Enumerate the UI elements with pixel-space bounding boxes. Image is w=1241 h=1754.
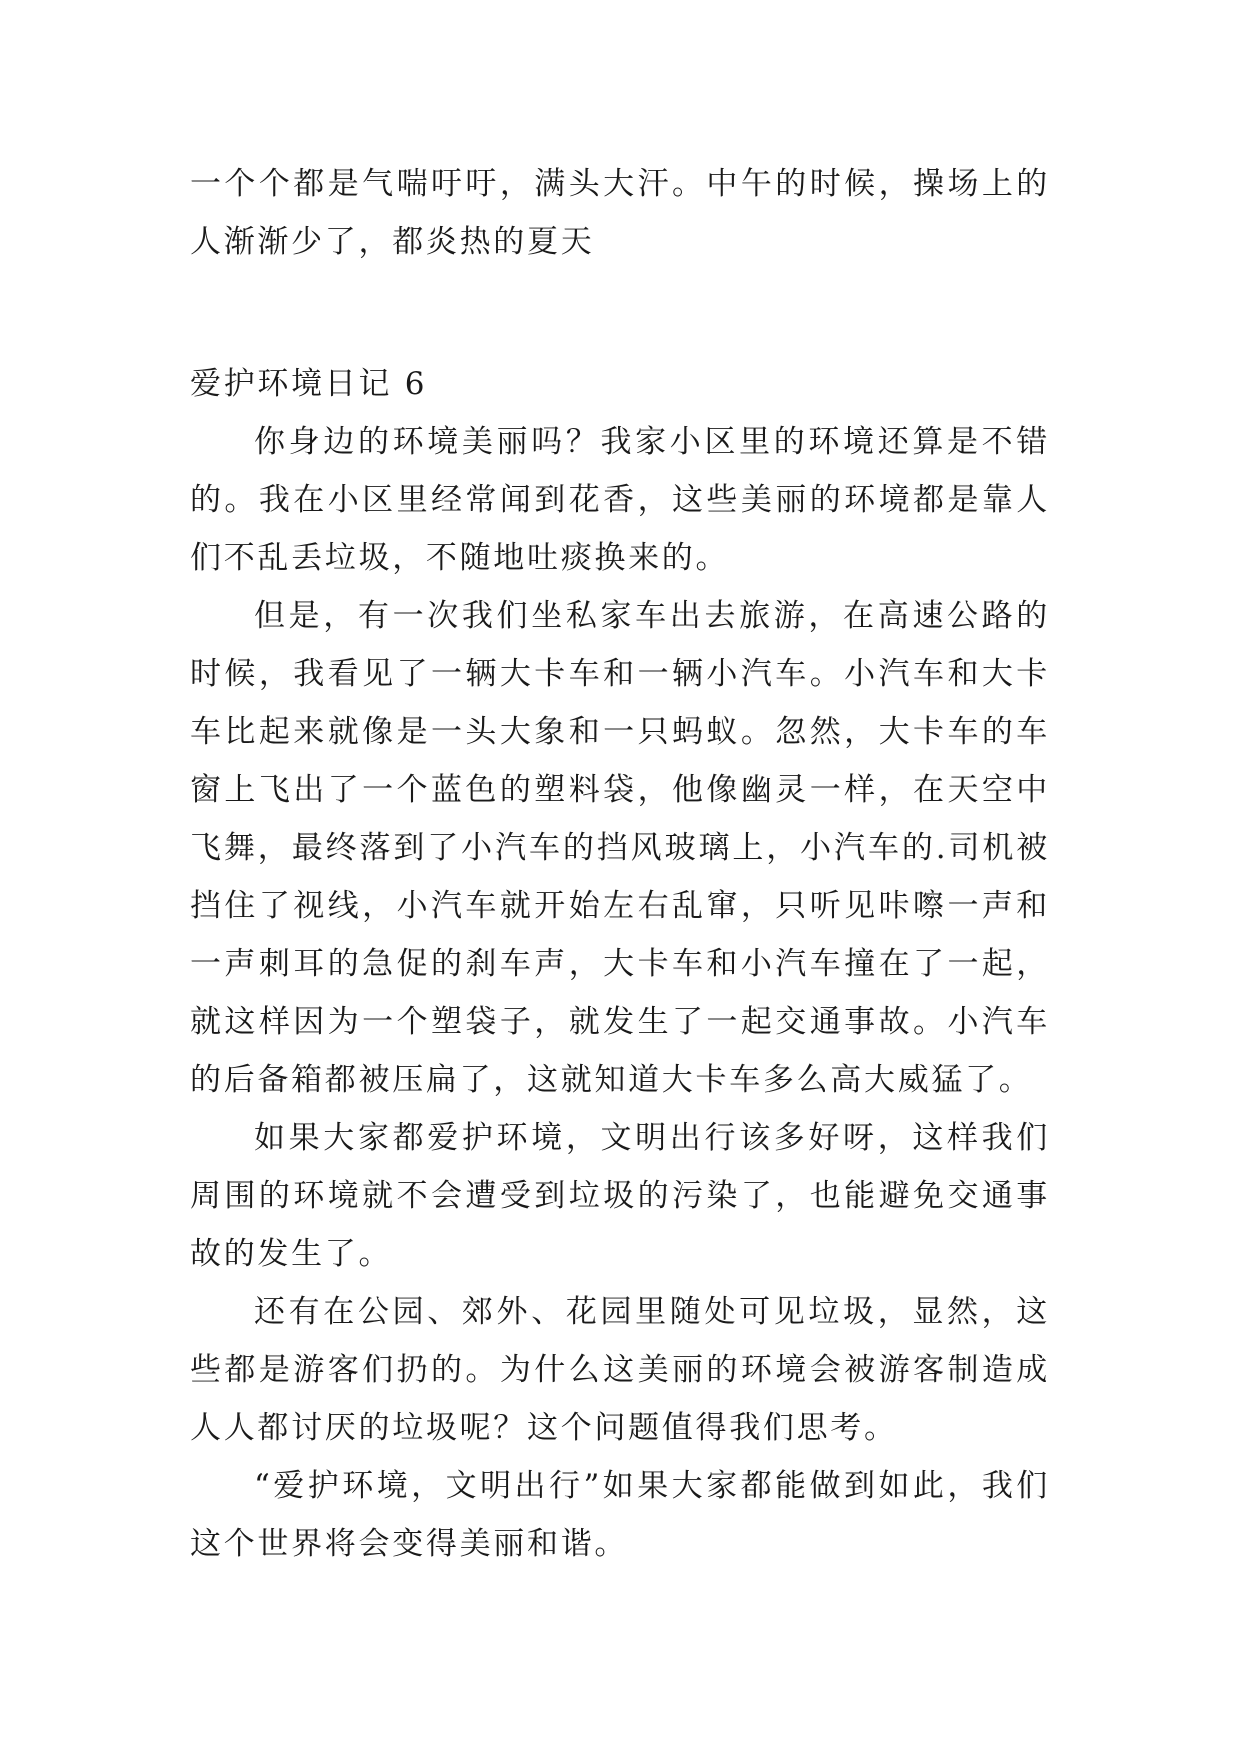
diary-title: 爱护环境日记 6 [190,366,428,402]
body-paragraph: 你身边的环境美丽吗？我家小区里的环境还算是不错的。我在小区里经常闻到花香，这些美丽的环境都是靠人们不乱丢垃圾，不随地吐痰换来的。 [190,424,1050,576]
body-paragraph: 还有在公园、郊外、花园里随处可见垃圾，显然，这些都是游客们扔的。为什么这美丽的环境会被游客制造成人人都讨厌的垃圾呢？这个问题值得我们思考。 [190,1294,1050,1446]
lead-paragraph: 一个个都是气喘吁吁，满头大汗。中午的时候，操场上的人渐渐少了，都炎热的夏天 [190,166,1050,260]
document-page [190,155,1050,1573]
body-paragraph: “爱护环境，文明出行”如果大家都能做到如此，我们这个世界将会变得美丽和谐。 [190,1468,1050,1562]
body-paragraph: 如果大家都爱护环境，文明出行该多好呀，这样我们周围的环境就不会遭受到垃圾的污染了，也能避免交通事故的发生了。 [190,1120,1050,1272]
body-paragraph: 但是，有一次我们坐私家车出去旅游，在高速公路的时候，我看见了一辆大卡车和一辆小汽车。小汽车和大卡车比起来就像是一头大象和一只蚂蚁。忽然，大卡车的车窗上飞出了一个蓝色的塑料袋，他像幽灵一样，在天空中飞舞，最终落到了小汽车的挡风玻璃上，小汽车的.司机被挡住了视线，小汽车就开始左右乱窜，只听见咔嚓一声和一声刺耳的急促的刹车声，大卡车和小汽车撞在了一起，就这样因为一个塑袋子，就发生了一起交通事故。小汽车的后备箱都被压扁了，这就知道大卡车多么高大威猛了。 [190,598,1050,1098]
section-spacer [190,271,1050,329]
